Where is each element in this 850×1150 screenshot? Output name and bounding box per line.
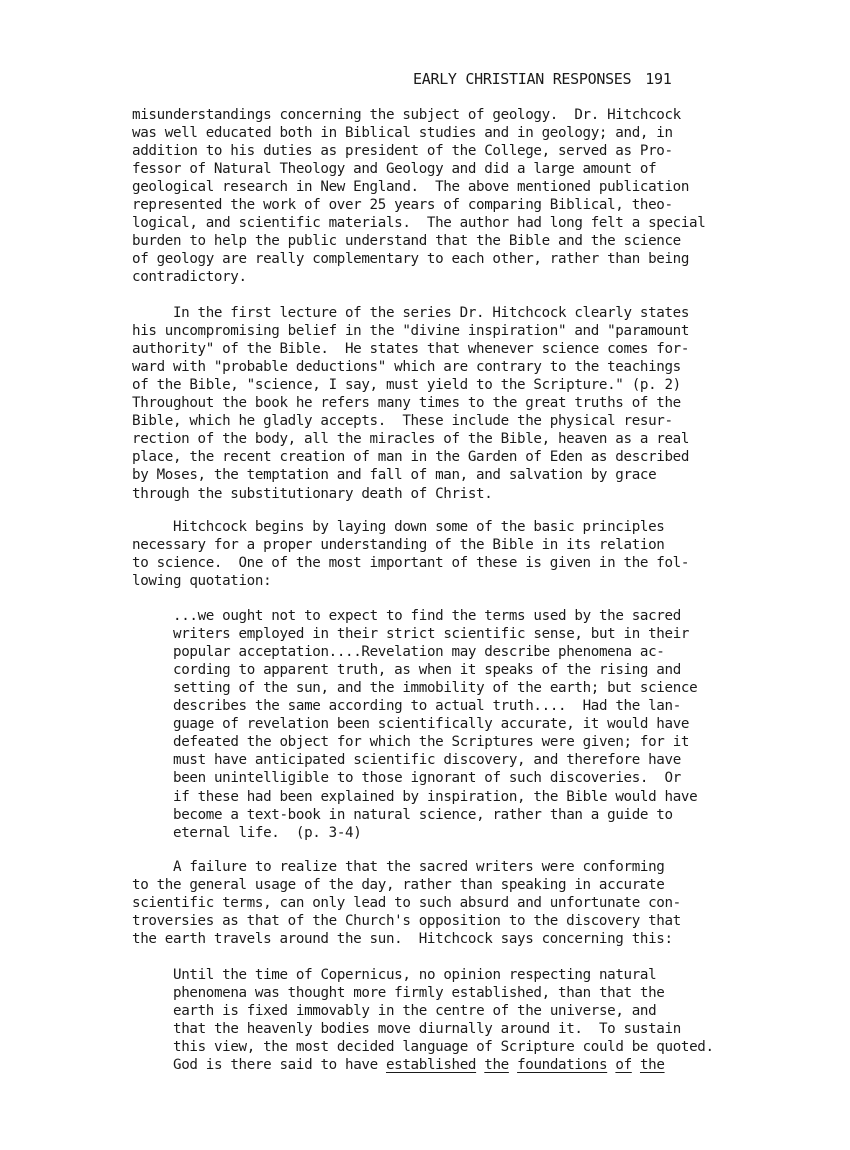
line-text: this view, the most decided language of Scripture could be quoted. xyxy=(173,1039,714,1056)
text-line xyxy=(132,234,681,248)
line-text: A failure to realize that the sacred writers were conforming xyxy=(132,859,665,875)
line-text: been unintelligible to those ignorant of such discoveries. Or xyxy=(173,770,681,787)
text-line xyxy=(173,699,681,713)
line-text: troversies as that of the Church's opposition to the discovery that xyxy=(132,913,681,930)
line-text: guage of revelation been scientifically accurate, it would have xyxy=(173,716,690,733)
line-text: rection of the body, all the miracles of the Bible, heaven as a real xyxy=(132,431,690,448)
text-line xyxy=(132,878,664,892)
line-text: describes the same according to actual truth.... Had the lan- xyxy=(173,698,681,715)
text-line xyxy=(132,860,664,874)
underlined-word: established xyxy=(385,1057,477,1074)
text-line xyxy=(132,162,656,176)
text-line xyxy=(132,198,673,212)
line-text: necessary for a proper understanding of the Bible in its relation xyxy=(132,537,665,554)
line-text: Throughout the book he refers many times to the great truths of the xyxy=(132,395,681,412)
text-line xyxy=(132,574,271,588)
line-text: contradictory. xyxy=(132,269,247,286)
line-text: addition to his duties as president of the College, served as Pro- xyxy=(132,143,673,160)
line-text: must have anticipated scientific discovery, and therefore have xyxy=(173,752,681,769)
text-line xyxy=(173,717,689,731)
text-line xyxy=(173,1040,714,1054)
line-text: authority" of the Bible. He states that whenever science comes for- xyxy=(132,341,690,358)
line-text: place, the recent creation of man in the Garden of Eden as described xyxy=(132,449,690,466)
line-text: Hitchcock begins by laying down some of the basic principles xyxy=(132,519,665,535)
text-line xyxy=(173,627,689,641)
underlined-word: foundations xyxy=(517,1057,608,1074)
text-line xyxy=(132,270,247,284)
line-text: defeated the object for which the Scriptures were given; for it xyxy=(173,734,690,751)
line-text: writers employed in their strict scientific sense, but in their xyxy=(173,626,690,643)
text-line xyxy=(132,432,689,446)
text-line xyxy=(132,932,673,946)
text-line xyxy=(132,306,689,320)
line-text: was well educated both in Biblical studies and in geology; and, in xyxy=(132,125,673,142)
text-line xyxy=(132,126,673,140)
text-line xyxy=(132,914,681,928)
text-line xyxy=(132,896,681,910)
line-text: earth is fixed immovably in the centre of the universe, and xyxy=(173,1003,657,1020)
line-text: burden to help the public understand that the Bible and the science xyxy=(132,233,681,250)
line-text: represented the work of over 25 years of comparing Biblical, theo- xyxy=(132,197,673,214)
line-text: setting of the sun, and the immobility of the earth; but science xyxy=(173,680,698,697)
line-text: geological research in New England. The above mentioned publication xyxy=(132,179,690,196)
line-text: ward with "probable deductions" which are contrary to the teachings xyxy=(132,359,681,376)
line-text: scientific terms, can only lead to such absurd and unfortunate con- xyxy=(132,895,681,912)
text-line xyxy=(173,968,656,982)
line-text: to science. One of the most important of these is given in the fol- xyxy=(132,555,690,572)
text-line xyxy=(132,144,673,158)
text-line xyxy=(173,826,361,840)
text-line xyxy=(132,342,689,356)
text-line xyxy=(132,360,681,374)
line-text: popular acceptation....Revelation may describe phenomena ac- xyxy=(173,644,665,661)
line-text: misunderstandings concerning the subject of geology. Dr. Hitchcock xyxy=(132,107,681,123)
text-line xyxy=(132,108,681,122)
text-line xyxy=(132,450,689,464)
text-line xyxy=(132,414,673,428)
line-text: the earth travels around the sun. Hitchcock says concerning this: xyxy=(132,931,673,948)
text-line xyxy=(132,538,664,552)
text-line xyxy=(132,396,681,410)
underlined-word: of xyxy=(615,1057,632,1074)
line-text: ...we ought not to expect to find the terms used by the sacred xyxy=(173,608,681,624)
line-text: to the general usage of the day, rather than speaking in accurate xyxy=(132,877,665,894)
line-text: his uncompromising belief in the "divine inspiration" and "paramount xyxy=(132,323,690,340)
text-line xyxy=(132,324,689,338)
text-line xyxy=(173,609,681,623)
line-text: become a text-book in natural science, rather than a guide to xyxy=(173,806,673,823)
line-text: by Moses, the temptation and fall of man, and salvation by grace xyxy=(132,467,657,484)
line-text: through the substitutionary death of Christ. xyxy=(132,485,493,502)
text-line xyxy=(173,1004,656,1018)
text-line xyxy=(173,808,673,822)
line-text: lowing quotation: xyxy=(132,573,272,590)
text-line xyxy=(132,252,689,266)
text-line xyxy=(132,556,689,570)
line-text: of geology are really complementary to each other, rather than being xyxy=(132,251,690,268)
line-text: Bible, which he gladly accepts. These include the physical resur- xyxy=(132,413,673,430)
line-text: if these had been explained by inspiration, the Bible would have xyxy=(173,788,698,805)
text-line xyxy=(173,771,681,785)
text-line xyxy=(132,468,656,482)
page-number: 191 xyxy=(645,70,672,88)
line-text: God is there said to have xyxy=(173,1057,386,1074)
line-text: of the Bible, "science, I say, must yield to the Scripture." (p. 2) xyxy=(132,377,681,394)
text-line xyxy=(132,216,705,230)
text-line xyxy=(173,790,697,804)
underlined-word: the xyxy=(484,1057,509,1074)
text-line xyxy=(132,180,689,194)
line-text: eternal life. (p. 3-4) xyxy=(173,824,362,841)
underlined-word: the xyxy=(639,1057,665,1074)
line-text: fessor of Natural Theology and Geology and did a large amount of xyxy=(132,161,657,178)
text-line xyxy=(173,663,681,677)
text-line xyxy=(173,645,665,659)
line-text: cording to apparent truth, as when it speaks of the rising and xyxy=(173,662,681,679)
text-line xyxy=(173,753,681,767)
text-line xyxy=(173,1022,681,1036)
running-header xyxy=(413,70,671,88)
text-line xyxy=(173,681,697,695)
line-text: phenomena was thought more firmly established, than that the xyxy=(173,985,665,1002)
line-text: logical, and scientific materials. The author had long felt a special xyxy=(132,215,706,232)
text-line xyxy=(173,986,665,1000)
line-text: In the first lecture of the series Dr. Hitchcock clearly states xyxy=(132,305,690,321)
line-text: that the heavenly bodies move diurnally around it. To sustain xyxy=(173,1021,681,1038)
text-line xyxy=(132,487,492,501)
text-line xyxy=(132,378,681,392)
header-title: EARLY CHRISTIAN RESPONSES xyxy=(413,70,632,88)
line-text: Until the time of Copernicus, no opinion respecting natural xyxy=(173,967,657,983)
text-line xyxy=(173,735,689,749)
text-line xyxy=(132,520,664,534)
text-line xyxy=(173,1058,665,1072)
